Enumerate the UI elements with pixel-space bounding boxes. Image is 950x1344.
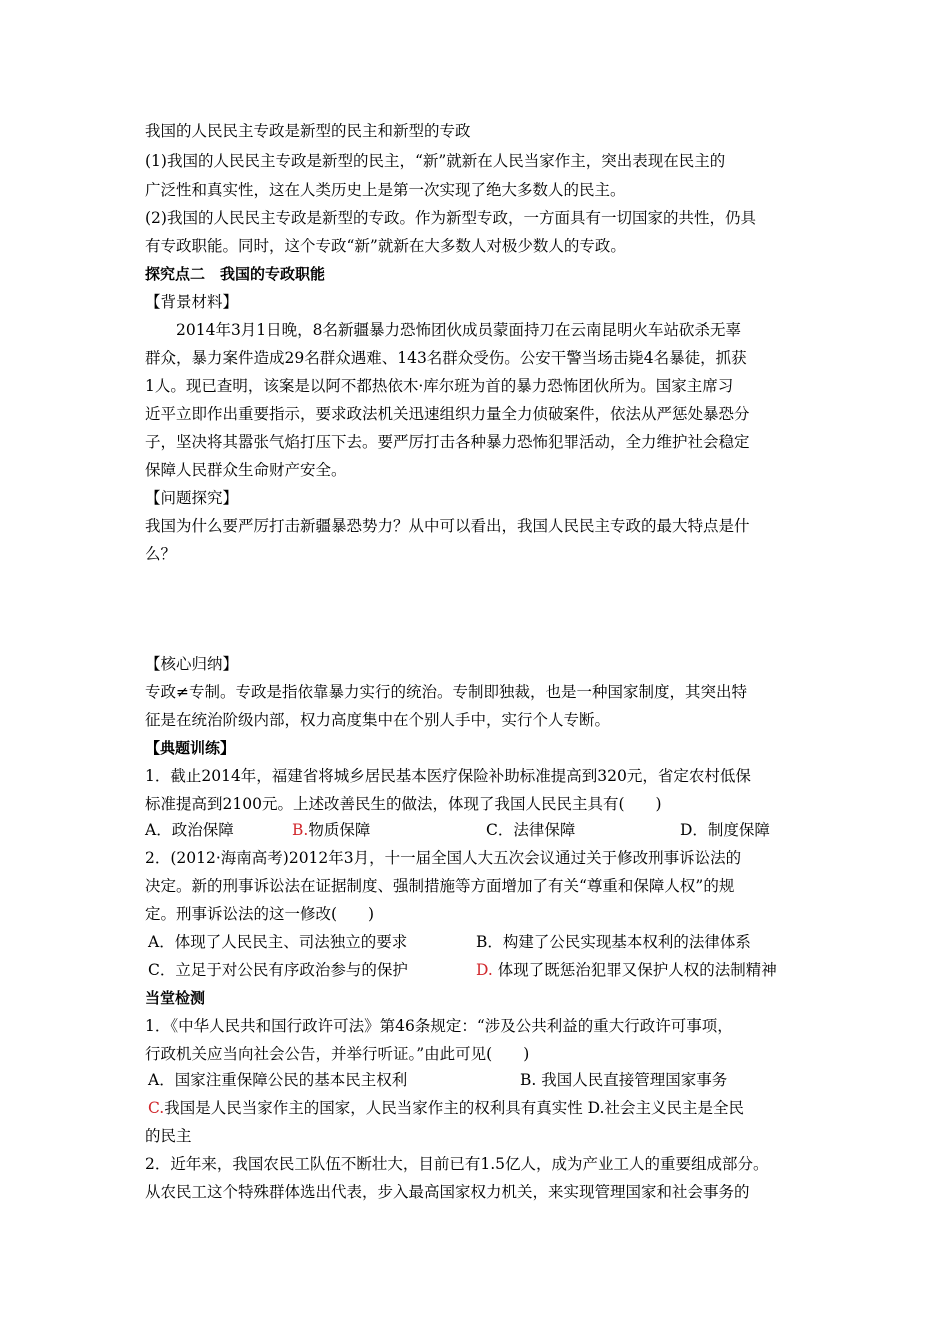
question-line: 2．(2012·海南高考)2012年3月，十一届全国人大五次会议通过关于修改刑事诉讼法的 <box>145 849 742 867</box>
answer-mark: B. <box>292 821 309 839</box>
paragraph-line: (2)我国的人民民主专政是新型的专政。作为新型专政，一方面具有一切国家的共性，仍具 <box>145 209 756 227</box>
option-a: A．政治保障 <box>145 821 234 839</box>
heading-new-democracy: 我国的人民民主专政是新型的民主和新型的专政 <box>145 122 471 140</box>
options-row-q2-cd <box>148 960 777 980</box>
question-line: 定。刑事诉讼法的这一修改( ) <box>145 905 375 923</box>
option-a: A．国家注重保障公民的基本民主权利 <box>148 1071 408 1089</box>
section-heading-class-test: 当堂检测 <box>145 989 206 1007</box>
paragraph-line: (1)我国的人民民主专政是新型的民主，“新”就新在人民当家作主，突出表现在民主的 <box>145 152 726 170</box>
question-line: 1．《中华人民共和国行政许可法》第46条规定：“涉及公共利益的重大行政许可事项， <box>145 1017 733 1035</box>
question-line: 2．近年来，我国农民工队伍不断壮大，目前已有1.5亿人，成为产业工人的重要组成部分。 <box>145 1155 769 1173</box>
answer-mark: C. <box>148 1099 165 1117</box>
paragraph-line: 我国为什么要严厉打击新疆暴恐势力？从中可以看出，我国人民民主专政的最大特点是什 <box>145 517 750 535</box>
option-d-text: 体现了既惩治犯罪又保护人权的法制精神 <box>497 961 777 979</box>
question-line: 行政机关应当向社会公告，并举行听证。”由此可见( ) <box>145 1045 530 1063</box>
paragraph-line: 有专政职能。同时，这个专政“新”就新在大多数人对极少数人的专政。 <box>145 237 626 255</box>
question-line: 标准提高到2100元。上述改善民生的做法，体现了我国人民民主具有( ) <box>145 795 662 813</box>
option-b-text: 物质保障 <box>308 821 371 839</box>
label-question-inquiry: 【问题探究】 <box>145 489 239 507</box>
question-line: 从农民工这个特殊群体选出代表，步入最高国家权力机关，来实现管理国家和社会事务的 <box>145 1183 750 1201</box>
paragraph-line: 子，坚决将其嚣张气焰打压下去。要严厉打击各种暴力恐怖犯罪活动，全力维护社会稳定 <box>145 433 750 451</box>
option-b <box>292 820 486 840</box>
paragraph-line: 2014年3月1日晚，8名新疆暴力恐怖团伙成员蒙面持刀在云南昆明火车站砍杀无辜 <box>145 321 742 339</box>
paragraph-line: 广泛性和真实性，这在人类历史上是第一次实现了绝大多数人的民主。 <box>145 181 626 199</box>
paragraph-line: 群众，暴力案件造成29名群众遇难、143名群众受伤。公安干警当场击毙4名暴徒，抓获 <box>145 349 747 367</box>
option-d <box>476 960 777 980</box>
paragraph-line: 的民主 <box>145 1127 192 1145</box>
option-c: C．立足于对公民有序政治参与的保护 <box>148 961 408 979</box>
paragraph-line: 么？ <box>145 545 177 563</box>
answer-mark: D. <box>476 961 493 979</box>
question-line: 决定。新的刑事诉讼法在证据制度、强制措施等方面增加了有关“尊重和保障人权”的规 <box>145 877 735 895</box>
paragraph-line: 保障人民群众生命财产安全。 <box>145 461 347 479</box>
label-core-summary: 【核心归纳】 <box>145 655 239 673</box>
paragraph-line: 征是在统治阶级内部，权力高度集中在个别人手中，实行个人专断。 <box>145 711 611 729</box>
options-row-q1 <box>145 820 805 840</box>
paragraph-line: 1人。现已查明，该案是以阿不都热依木·库尔班为首的暴力恐怖团伙所为。国家主席习 <box>145 377 734 395</box>
label-background-material: 【背景材料】 <box>145 293 239 311</box>
options-row-q3-cd <box>148 1098 744 1118</box>
option-b: B．构建了公民实现基本权利的法律体系 <box>476 933 751 951</box>
option-a: A．体现了人民民主、司法独立的要求 <box>148 933 408 951</box>
option-b: B. 我国人民直接管理国家事务 <box>520 1071 728 1089</box>
option-c: C．法律保障 <box>486 821 576 839</box>
paragraph-line: 近平立即作出重要指示，要求政法机关迅速组织力量全力侦破案件，依法从严惩处暴恐分 <box>145 405 750 423</box>
question-line: 1．截止2014年，福建省将城乡居民基本医疗保险补助标准提高到320元，省定农村低保 <box>145 767 751 785</box>
option-c-text: 我国是人民当家作主的国家，人民当家作主的权利具有真实性 D.社会主义民主是全民 <box>164 1099 744 1117</box>
option-d: D．制度保障 <box>680 821 770 839</box>
label-typical-exercises: 【典题训练】 <box>145 739 236 757</box>
paragraph-line: 专政≠专制。专政是指依靠暴力实行的统治。专制即独裁，也是一种国家制度，其突出特 <box>145 683 747 701</box>
options-row-q3-ab <box>148 1070 727 1090</box>
options-row-q2-ab <box>148 932 751 952</box>
section-heading-inquiry-2: 探究点二 我国的专政职能 <box>145 265 326 283</box>
